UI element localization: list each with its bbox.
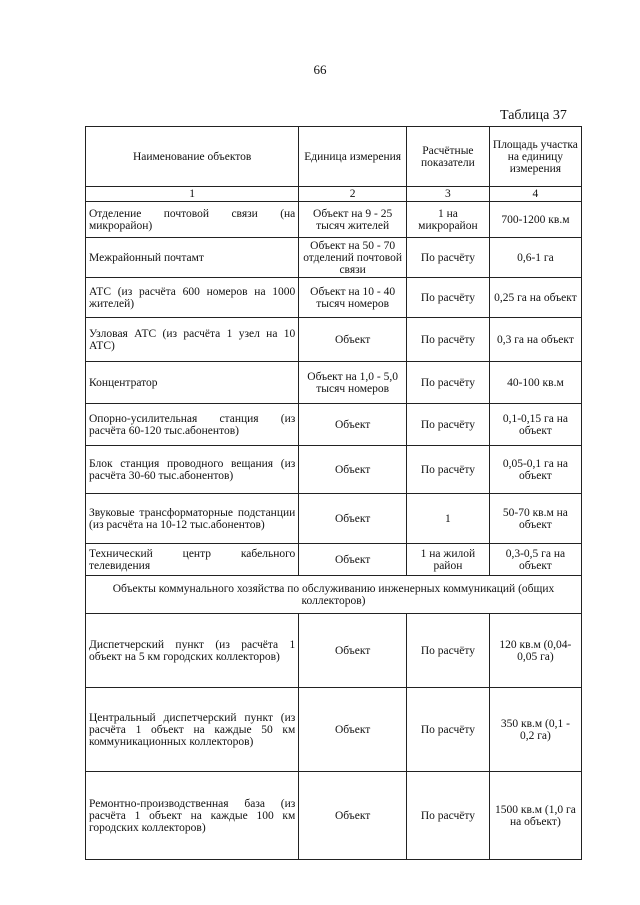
table-row xyxy=(86,494,582,544)
row-area: 0,6-1 га xyxy=(489,238,581,278)
table-row xyxy=(86,362,582,404)
column-number-row xyxy=(86,187,582,202)
row-area: 0,25 га на объект xyxy=(489,278,581,318)
row-name: Звуковые трансформаторные подстанции (из расчёта на 10-12 тыс.абонентов) xyxy=(86,494,299,544)
row-calc: По расчёту xyxy=(406,362,489,404)
column-number: 2 xyxy=(299,187,407,202)
column-number: 4 xyxy=(489,187,581,202)
row-calc: По расчёту xyxy=(406,404,489,446)
row-calc: 1 xyxy=(406,494,489,544)
row-unit: Объект xyxy=(299,688,407,772)
row-calc: По расчёту xyxy=(406,278,489,318)
row-calc: По расчёту xyxy=(406,238,489,278)
table-row xyxy=(86,202,582,238)
header-area: Площадь участка на единицу измерения xyxy=(489,127,581,187)
table-row xyxy=(86,238,582,278)
row-name: Отделение почтовой связи (на микрорайон) xyxy=(86,202,299,238)
row-unit: Объект xyxy=(299,614,407,688)
row-calc: По расчёту xyxy=(406,688,489,772)
row-name: АТС (из расчёта 600 номеров на 1000 жителей) xyxy=(86,278,299,318)
row-area: 700-1200 кв.м xyxy=(489,202,581,238)
column-number: 1 xyxy=(86,187,299,202)
row-unit: Объект на 10 - 40 тысяч номеров xyxy=(299,278,407,318)
row-unit: Объект на 9 - 25 тысяч жителей xyxy=(299,202,407,238)
row-area: 1500 кв.м (1,0 га на объект) xyxy=(489,772,581,860)
table-row xyxy=(86,688,582,772)
row-name: Технический центр кабельного телевидения xyxy=(86,544,299,576)
row-unit: Объект на 1,0 - 5,0 тысяч номеров xyxy=(299,362,407,404)
row-name: Опорно-усилительная станция (из расчёта 60-120 тыс.абонентов) xyxy=(86,404,299,446)
row-name: Блок станция проводного вещания (из расчёта 30-60 тыс.абонентов) xyxy=(86,446,299,494)
row-name: Диспетчерский пункт (из расчёта 1 объект на 5 км городских коллекторов) xyxy=(86,614,299,688)
row-unit: Объект xyxy=(299,772,407,860)
row-area: 0,05-0,1 га на объект xyxy=(489,446,581,494)
row-unit: Объект xyxy=(299,494,407,544)
header-calc: Расчётные показатели xyxy=(406,127,489,187)
row-name: Межрайонный почтамт xyxy=(86,238,299,278)
row-area: 120 кв.м (0,04-0,05 га) xyxy=(489,614,581,688)
table-row xyxy=(86,404,582,446)
row-area: 0,1-0,15 га на объект xyxy=(489,404,581,446)
row-area: 0,3 га на объект xyxy=(489,318,581,362)
table-row xyxy=(86,544,582,576)
row-area: 40-100 кв.м xyxy=(489,362,581,404)
row-unit: Объект xyxy=(299,318,407,362)
row-unit: Объект xyxy=(299,446,407,494)
table-header-row xyxy=(86,127,582,187)
row-name: Центральный диспетчерский пункт (из расчёта 1 объект на каждые 50 км коммуникационных коллекторов) xyxy=(86,688,299,772)
row-area: 50-70 кв.м на объект xyxy=(489,494,581,544)
table-row xyxy=(86,446,582,494)
row-area: 0,3-0,5 га на объект xyxy=(489,544,581,576)
row-calc: По расчёту xyxy=(406,772,489,860)
table-row xyxy=(86,318,582,362)
section-header-row xyxy=(86,576,582,614)
row-name: Концентратор xyxy=(86,362,299,404)
column-number: 3 xyxy=(406,187,489,202)
row-calc: По расчёту xyxy=(406,614,489,688)
row-unit: Объект xyxy=(299,404,407,446)
row-calc: 1 на жилой район xyxy=(406,544,489,576)
row-calc: По расчёту xyxy=(406,446,489,494)
row-unit: Объект xyxy=(299,544,407,576)
row-calc: По расчёту xyxy=(406,318,489,362)
row-area: 350 кв.м (0,1 - 0,2 га) xyxy=(489,688,581,772)
page-number: 66 xyxy=(313,62,327,77)
table-row xyxy=(86,772,582,860)
table-row xyxy=(86,614,582,688)
row-name: Ремонтно-производственная база (из расчёта 1 объект на каждые 100 км городских коллекторов) xyxy=(86,772,299,860)
row-name: Узловая АТС (из расчёта 1 узел на 10 АТС) xyxy=(86,318,299,362)
section-title: Объекты коммунального хозяйства по обслуживанию инженерных коммуникаций (общих коллекторов) xyxy=(86,576,582,614)
norms-table xyxy=(85,126,582,860)
row-calc: 1 на микрорайон xyxy=(406,202,489,238)
row-unit: Объект на 50 - 70 отделений почтовой связи xyxy=(299,238,407,278)
table-row xyxy=(86,278,582,318)
header-unit: Единица измерения xyxy=(299,127,407,187)
table-caption: Таблица 37 xyxy=(500,108,567,123)
header-name: Наименование объектов xyxy=(86,127,299,187)
